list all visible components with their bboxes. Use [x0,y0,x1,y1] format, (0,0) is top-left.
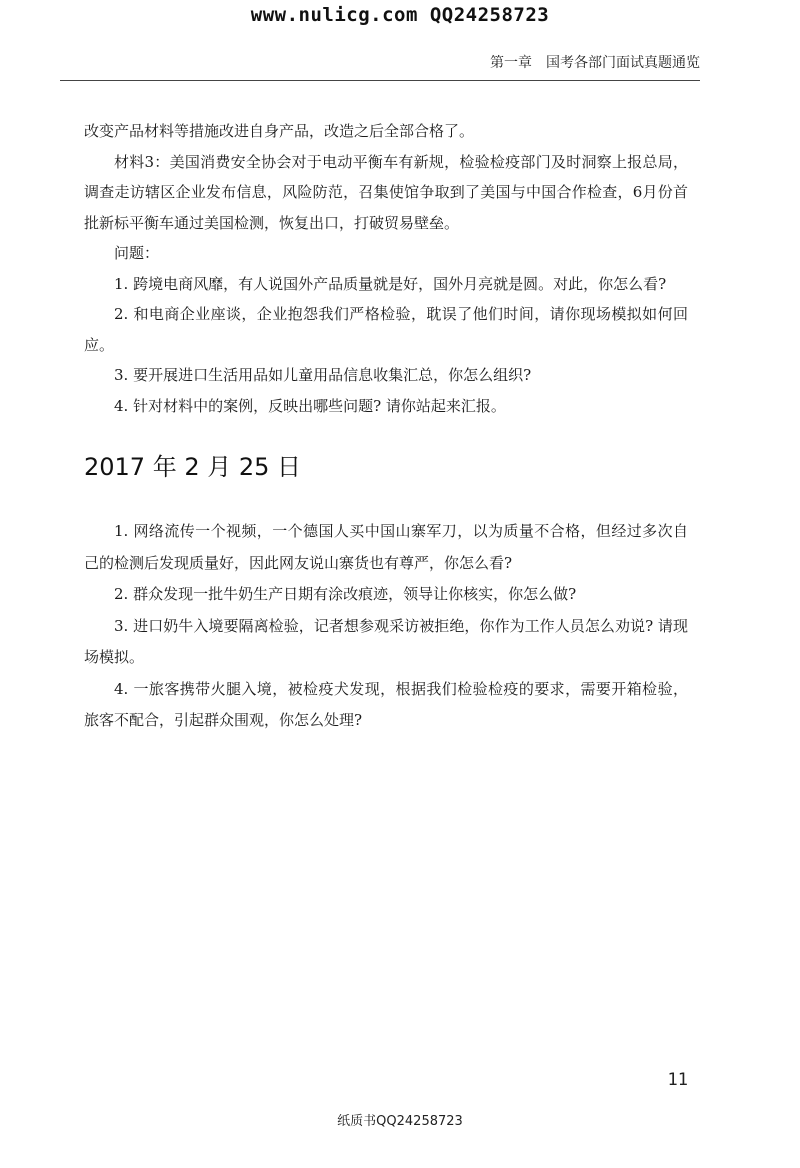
question-3: 3. 要开展进口生活用品如儿童用品信息收集汇总，你怎么组织? [114,366,532,384]
chapter-title: 国考各部门面试真题通览 [546,55,700,71]
paragraph-material-3: 材料3：美国消费安全协会对于电动平衡车有新规，检验检疫部门及时洞察上报总局，调查走访辖区企业发布信息，风险防范，召集使馆争取到了美国与中国合作检查，6月份首批新标平衡车通过美国检测，恢复出口，打破贸易壁垒。 [84,152,688,232]
question-1: 1. 跨境电商风靡，有人说国外产品质量就是好，国外月亮就是圆。对此，你怎么看? [114,274,667,293]
section-date-heading: 2017 年 2 月 25 日 [84,453,302,481]
question-4: 4. 针对材料中的案例，反映出哪些问题? 请你站起来汇报。 [114,396,506,415]
page-number: 11 [667,1070,688,1090]
top-watermark: www.nulicg.com QQ24258723 [250,4,550,26]
date-question-2: 2. 群众发现一批牛奶生产日期有涂改痕迹，领导让你核实，你怎么做? [114,585,577,603]
page-content [84,116,688,737]
questions-label: 问题： [114,244,160,262]
date-question-4: 4. 一旅客携带火腿入境，被检疫犬发现，根据我们检验检疫的要求，需要开箱检验，旅客不配合，引起群众围观，你怎么处理? [84,679,688,729]
date-question-3: 3. 进口奶牛入境要隔离检验，记者想参观采访被拒绝，你作为工作人员怎么劝说? 请现场模拟。 [84,616,688,666]
question-2: 2. 和电商企业座谈，企业抱怨我们严格检验，耽误了他们时间，请你现场模拟如何回应。 [84,305,688,354]
paragraph-continuation: 改变产品材料等措施改进自身产品，改造之后全部合格了。 [84,122,475,140]
chapter-header [60,52,700,81]
chapter-number: 第一章 [490,55,532,71]
date-question-1: 1. 网络流传一个视频，一个德国人买中国山寨军刀，以为质量不合格，但经过多次自己的检测后发现质量好，因此网友说山寨货也有尊严，你怎么看? [84,522,688,572]
bottom-watermark: 纸质书QQ24258723 [337,1114,463,1129]
